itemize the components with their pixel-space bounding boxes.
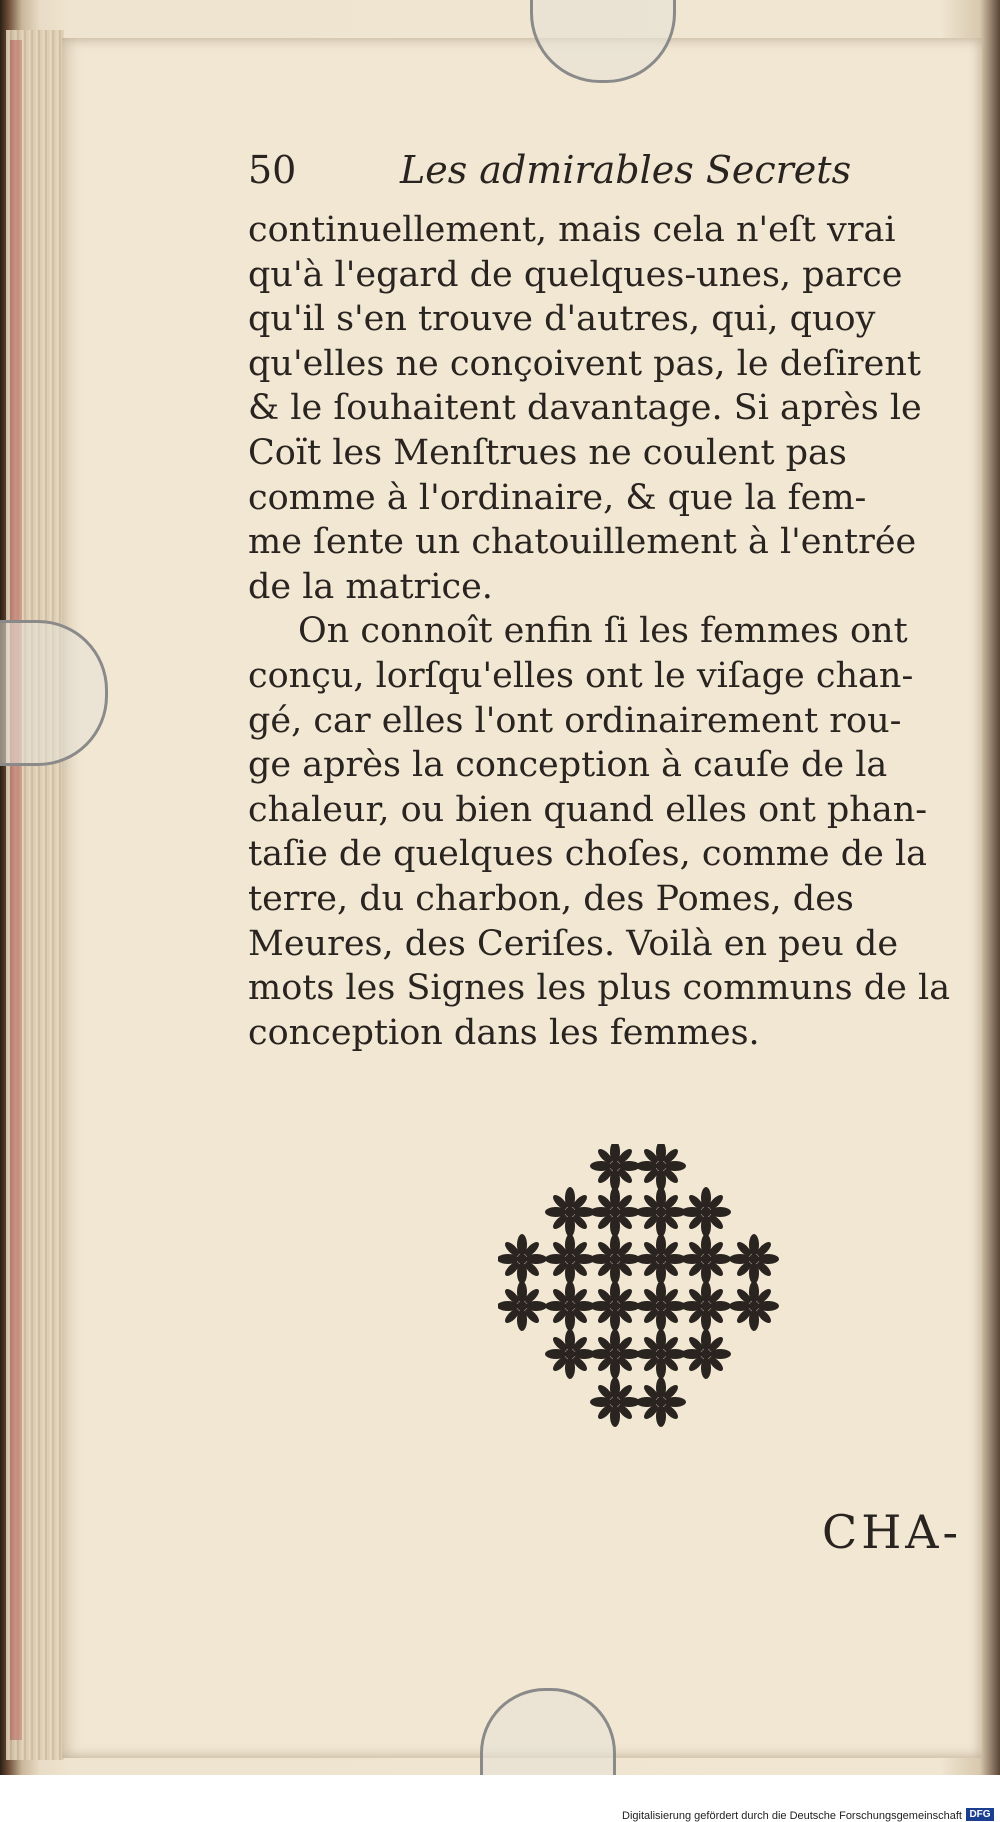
text-line: continuellement, mais cela n'eſt vrai — [248, 210, 896, 250]
text-line: taſie de quelques choſes, comme de la — [248, 834, 928, 875]
text-line: Coït les Menſtrues ne coulent pas — [248, 432, 847, 473]
text-line: On connoît enfin ſi les femmes ont — [298, 611, 908, 652]
text-line: & le ſouhaitent davantage. Si après le — [248, 388, 922, 429]
running-title: Les admirables Secrets — [400, 148, 852, 192]
text-line: chaleur, ou bien quand elles ont phan- — [248, 789, 928, 830]
text-line: qu'il s'en trouve d'autres, qui, quoy — [248, 299, 876, 340]
floral-ornament-icon — [498, 1144, 788, 1434]
text-line: mots les Signes les plus communs de la — [248, 968, 951, 1009]
text-line: conçu, lorſqu'elles ont le viſage chan- — [248, 655, 914, 696]
red-page-edge — [10, 40, 22, 1740]
running-head — [248, 148, 948, 208]
text-line: Meures, des Ceriſes. Voilà en peu de — [248, 923, 899, 964]
text-line: conception dans les femmes. — [248, 1012, 760, 1053]
text-line: gé, car elles l'ont ordinairement rou- — [248, 700, 902, 741]
dfg-logo: DFG — [966, 1808, 994, 1821]
page-number: 50 — [248, 148, 297, 192]
body-text — [248, 208, 978, 1055]
text-line: qu'elles ne conçoivent pas, le deſirent — [248, 343, 921, 384]
text-line: qu'à l'egard de quelques-unes, parce — [248, 254, 903, 295]
text-line: comme à l'ordinaire, & que la fem- — [248, 477, 867, 518]
text-line: me ſente un chatouillement à l'entrée — [248, 522, 917, 563]
footer-credit: Digitalisierung gefördert durch die Deutsche Forschungsgemeinschaft — [622, 1810, 962, 1822]
text-line: terre, du charbon, des Pomes, des — [248, 878, 854, 919]
catchword: CHA- — [822, 1505, 963, 1559]
text-line: de la matrice. — [248, 566, 493, 607]
text-line: ge après la conception à cauſe de la — [248, 745, 888, 786]
